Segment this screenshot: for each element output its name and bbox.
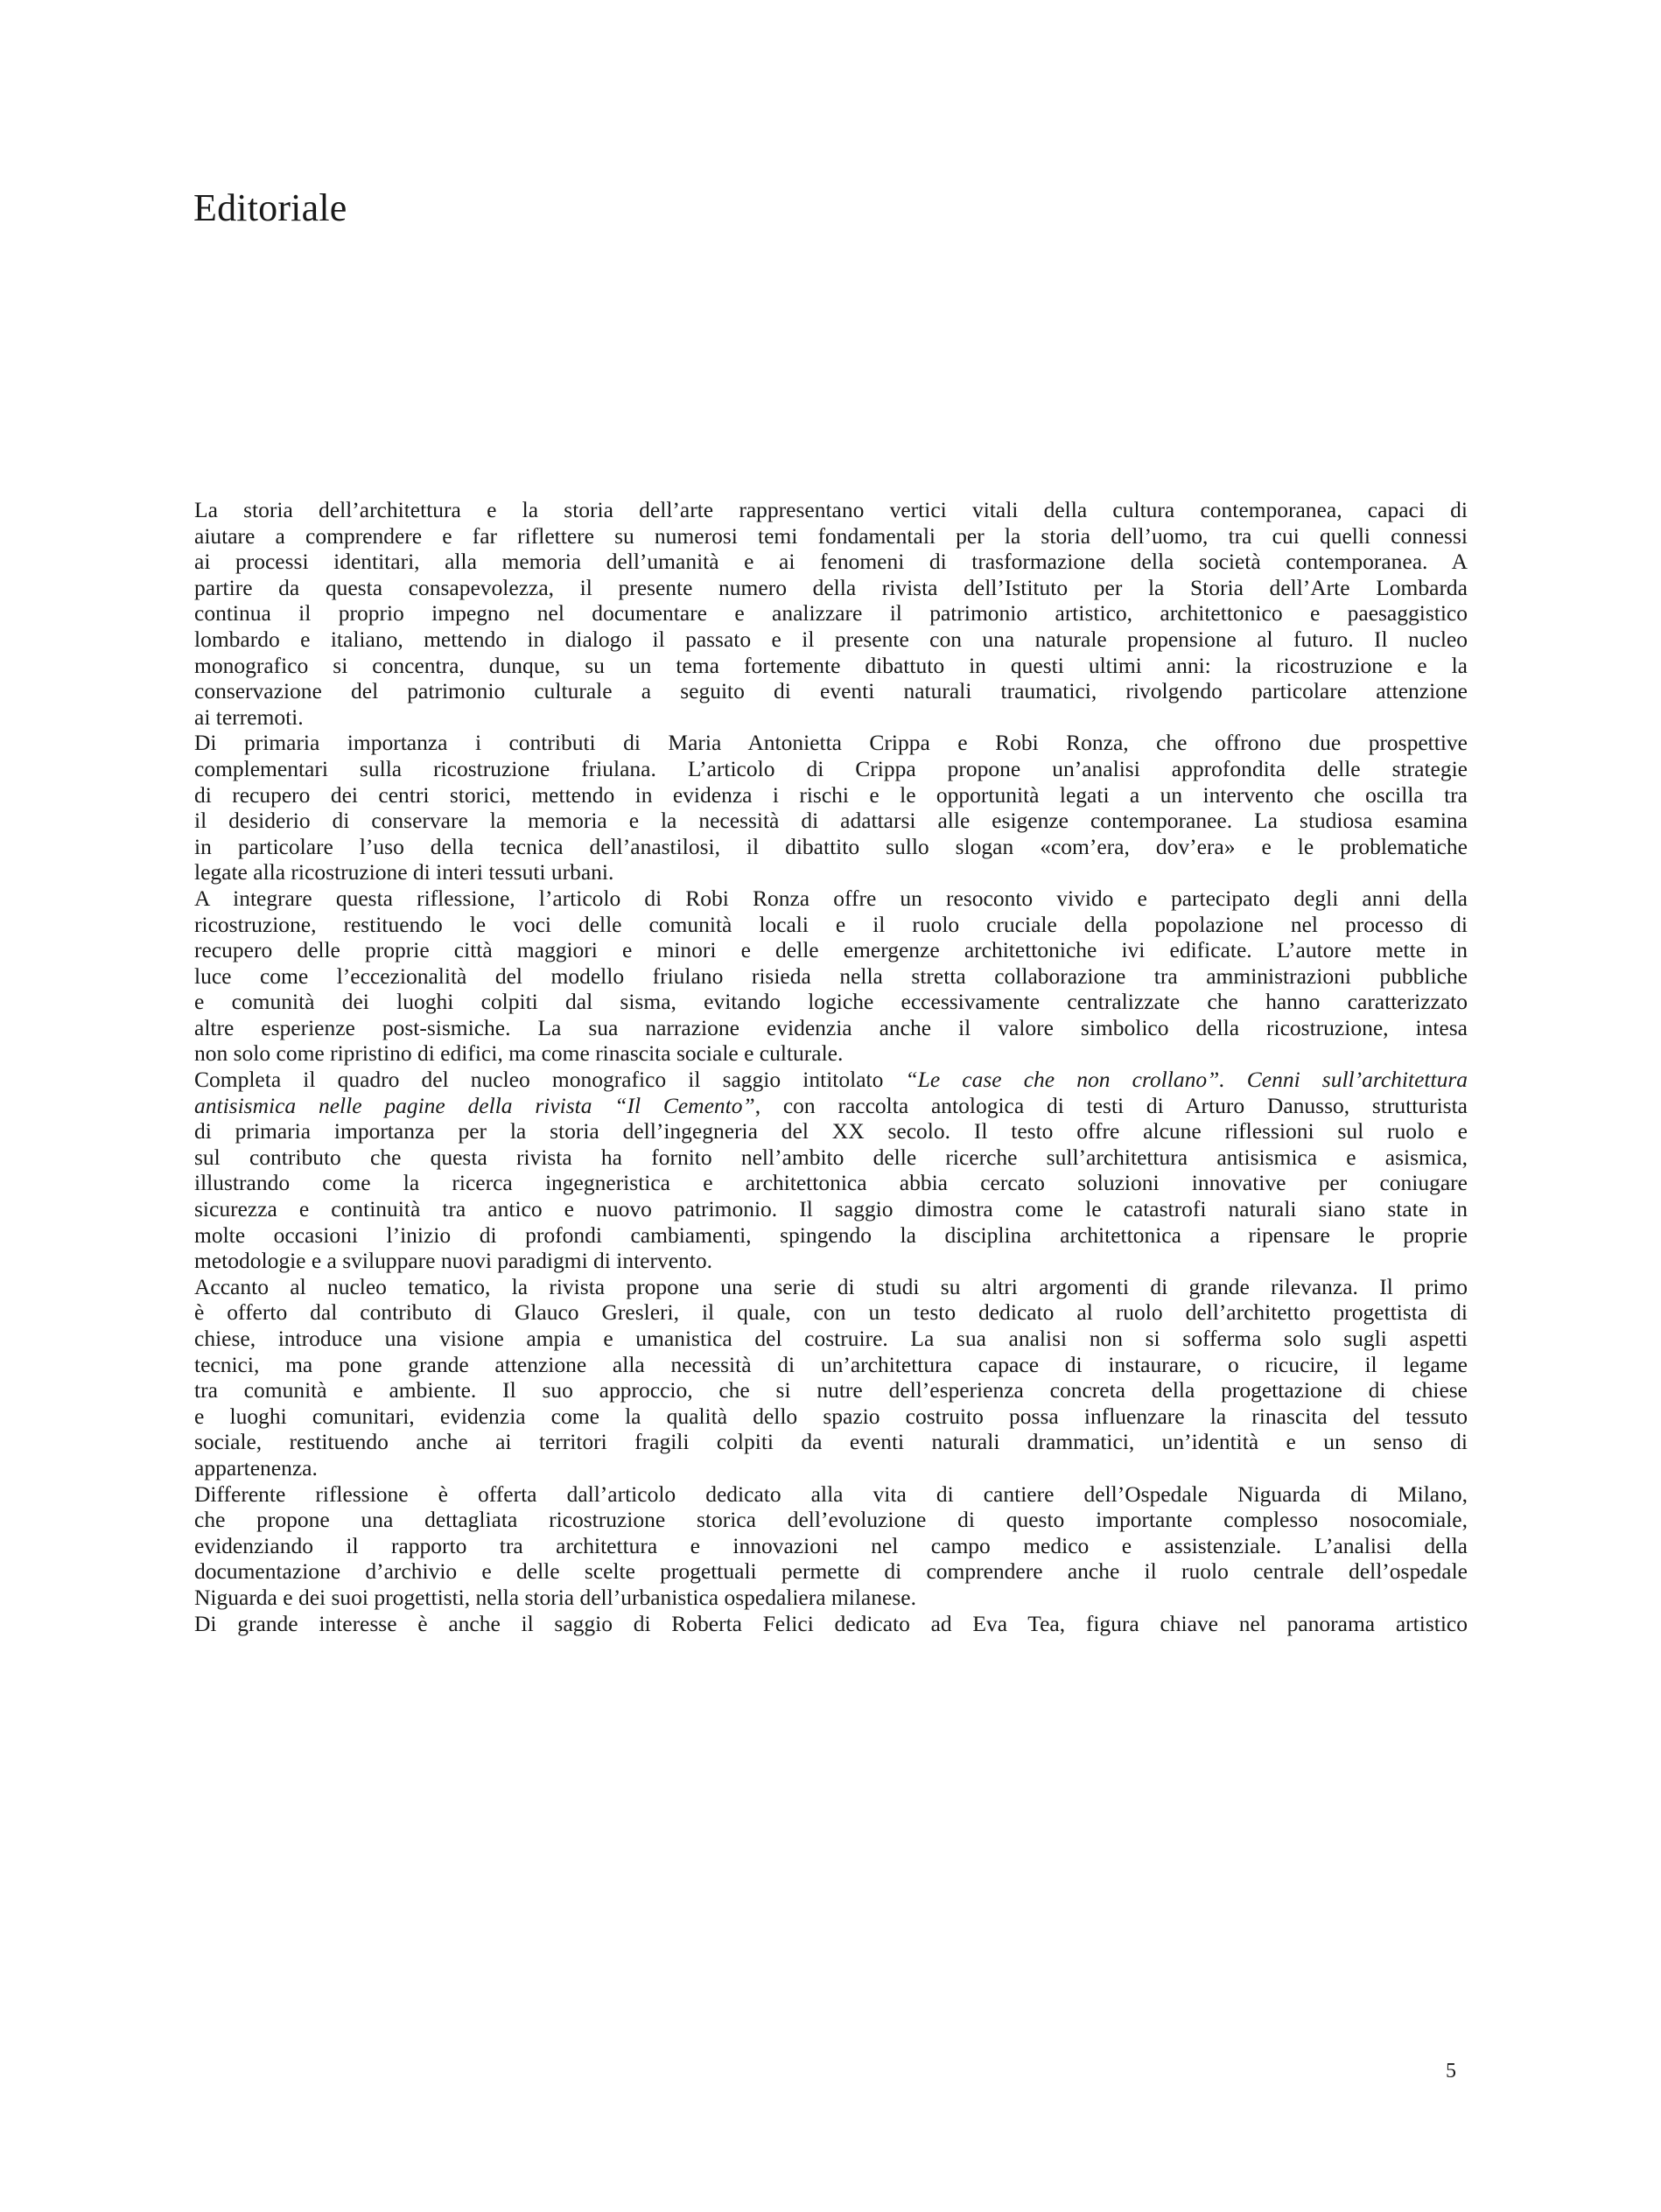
text-run: Completa il quadro del nucleo monografico il saggio intitolato	[194, 1067, 906, 1093]
text-line: e luoghi comunitari, evidenzia come la qualità dello spazio costruito possa influenzare la rinascita del tessuto	[194, 1403, 1468, 1429]
text-line: illustrando come la ricerca ingegneristica e architettonica abbia cercato soluzioni innovative per coniugare	[194, 1170, 1468, 1196]
text-line: ai terremoti.	[194, 704, 304, 730]
text-line: di recupero dei centri storici, mettendo in evidenza i rischi e le opportunità legati a un intervento che oscilla tra	[194, 781, 1468, 808]
text-line: Di primaria importanza i contributi di Maria Antonietta Crippa e Robi Ronza, che offrono due prospettive	[194, 730, 1468, 756]
text-line: chiese, introduce una visione ampia e umanistica del costruire. La sua analisi non si sofferma solo sugli aspetti	[194, 1326, 1468, 1351]
text-line: monografico si concentra, dunque, su un tema fortemente dibattuto in questi ultimi anni: la ricostruzione e la	[194, 652, 1468, 678]
text-line: La storia dell’architettura e la storia dell’arte rappresentano vertici vitali della cultura contemporanea, capaci di	[194, 497, 1468, 522]
text-line: ricostruzione, restituendo le voci delle comunità locali e il ruolo cruciale della popolazione nel processo di	[194, 911, 1468, 937]
text-line: conservazione del patrimonio culturale a seguito di eventi naturali traumatici, rivolgendo particolare attenzione	[194, 678, 1468, 704]
paragraph	[194, 497, 1468, 730]
text-run: , con raccolta antologica di testi di Arturo Danusso, strutturista	[754, 1092, 1468, 1118]
paragraph	[194, 886, 1468, 1067]
article-body	[194, 497, 1468, 1636]
text-line: aiutare a comprendere e far riflettere su numerosi temi fondamentali per la storia dell’uomo, tra cui quelli connessi	[194, 522, 1468, 549]
text-line: sul contributo che questa rivista ha fornito nell’ambito delle ricerche sull’architettura antisismica e asismica,	[194, 1144, 1468, 1170]
italic-title-text: “Le case che non crollano”. Cenni sull’architettura	[905, 1067, 1468, 1093]
text-line: lombardo e italiano, mettendo in dialogo il passato e il presente con una naturale propensione al futuro. Il nucleo	[194, 626, 1468, 652]
text-line: tra comunità e ambiente. Il suo approccio, che si nutre dell’esperienza concreta della progettazione di chiese	[194, 1377, 1468, 1404]
text-line: Di grande interesse è anche il saggio di Roberta Felici dedicato ad Eva Tea, figura chiave nel panorama artistico	[194, 1610, 1468, 1636]
text-line: altre esperienze post-sismiche. La sua narrazione evidenzia anche il valore simbolico della ricostruzione, intesa	[194, 1014, 1468, 1040]
text-line: il desiderio di conservare la memoria e la necessità di adattarsi alle esigenze contemporanee. La studiosa esamina	[194, 808, 1468, 834]
paragraph	[194, 1611, 1468, 1637]
text-line: sicurezza e continuità tra antico e nuovo patrimonio. Il saggio dimostra come le catastrofi naturali siano state in	[194, 1196, 1468, 1222]
text-line: appartenenza.	[194, 1454, 318, 1480]
paragraph	[194, 1067, 1468, 1274]
paragraph	[194, 1274, 1468, 1481]
text-line: è offerto dal contributo di Glauco Gresleri, il quale, con un testo dedicato al ruolo dell’architetto progettista di	[194, 1299, 1468, 1326]
text-line: sociale, restituendo anche ai territori fragili colpiti da eventi naturali drammatici, un’identità e un senso di	[194, 1429, 1468, 1455]
text-line: metodologie e a sviluppare nuovi paradigmi di intervento.	[194, 1248, 713, 1274]
text-line: Niguarda e dei suoi progettisti, nella storia dell’urbanistica ospedaliera milanese.	[194, 1584, 916, 1610]
text-line: tecnici, ma pone grande attenzione alla necessità di un’architettura capace di instaurare, o ricucire, il legame	[194, 1351, 1468, 1377]
text-line: in particolare l’uso della tecnica dell’anastilosi, il dibattito sullo slogan «com’era, dov’era» e le problematiche	[194, 833, 1468, 859]
text-line	[194, 1067, 1468, 1093]
text-line: partire da questa consapevolezza, il presente numero della rivista dell’Istituto per la Storia dell’Arte Lombarda	[194, 574, 1468, 600]
page-number: 5	[1446, 2060, 1456, 2082]
text-line: A integrare questa riflessione, l’articolo di Robi Ronza offre un resoconto vivido e partecipato degli anni della	[194, 885, 1468, 911]
page-title: Editoriale	[193, 186, 347, 229]
text-line: molte occasioni l’inizio di profondi cambiamenti, spingendo la disciplina architettonica a ripensare le proprie	[194, 1222, 1468, 1248]
text-line: e comunità dei luoghi colpiti dal sisma, evitando logiche eccessivamente centralizzate che hanno caratterizzato	[194, 989, 1468, 1015]
italic-title-text: antisismica nelle pagine della rivista “Il Cemento”	[194, 1092, 755, 1118]
text-line: che propone una dettagliata ricostruzione storica dell’evoluzione di questo importante complesso nosocomiale,	[194, 1507, 1468, 1533]
text-line: evidenziando il rapporto tra architettura e innovazioni nel campo medico e assistenziale. L’analisi della	[194, 1532, 1468, 1558]
text-line	[194, 1093, 1468, 1119]
text-line: complementari sulla ricostruzione friulana. L’articolo di Crippa propone un’analisi approfondita delle strategie	[194, 755, 1468, 781]
text-line: Differente riflessione è offerta dall’articolo dedicato alla vita di cantiere dell’Ospedale Niguarda di Milano,	[194, 1480, 1468, 1507]
text-line: continua il proprio impegno nel documentare e analizzare il patrimonio artistico, architettonico e paesaggistico	[194, 600, 1468, 626]
text-line: di primaria importanza per la storia dell’ingegneria del XX secolo. Il testo offre alcune riflessioni sul ruolo e	[194, 1118, 1468, 1144]
text-line: documentazione d’archivio e delle scelte progettuali permette di comprendere anche il ruolo centrale dell’ospedale	[194, 1558, 1468, 1585]
text-line: non solo come ripristino di edifici, ma come rinascita sociale e culturale.	[194, 1040, 844, 1067]
text-line: Accanto al nucleo tematico, la rivista propone una serie di studi su altri argomenti di grande rilevanza. Il primo	[194, 1273, 1468, 1299]
text-line: recupero delle proprie città maggiori e minori e delle emergenze architettoniche ivi edificate. L’autore mette in	[194, 937, 1468, 963]
text-line: luce come l’eccezionalità del modello friulano risieda nella stretta collaborazione tra amministrazioni pubbliche	[194, 962, 1468, 989]
paragraph	[194, 730, 1468, 886]
text-line: legate alla ricostruzione di interi tessuti urbani.	[194, 859, 614, 886]
paragraph	[194, 1481, 1468, 1611]
text-line: ai processi identitari, alla memoria dell’umanità e ai fenomeni di trasformazione della società contemporanea. A	[194, 549, 1468, 575]
